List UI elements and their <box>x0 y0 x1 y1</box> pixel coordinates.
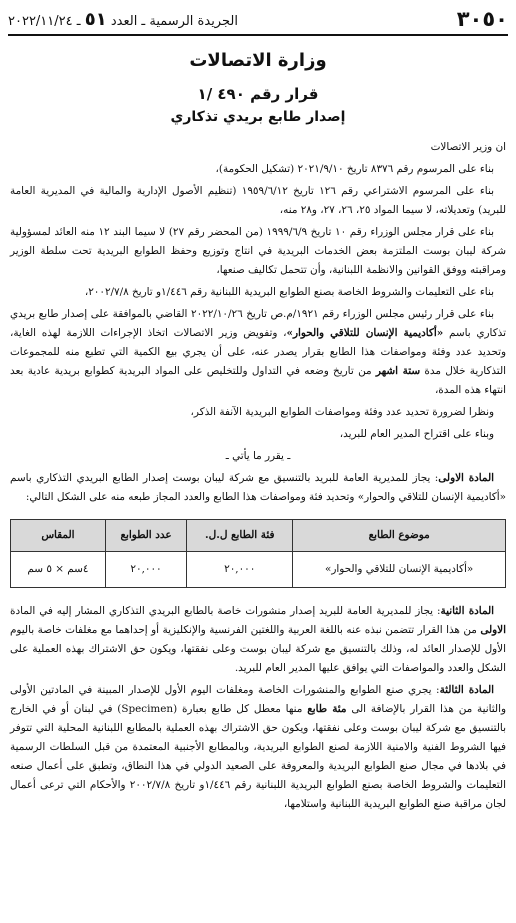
decision-subject: إصدار طابع بريدي تذكاري <box>170 109 346 125</box>
recital-2: بناء على المرسوم الاشتراعي رقم ١٢٦ تاريخ ١٩٥٩/٦/١٢ (تنظيم الأصول الإدارية والمالية في المديرية العامة للبريد) وتعديلاته، لا سيما المواد ٢٥، ٢٦، ٢٧، و٢٨ منه، <box>10 185 506 216</box>
stamp-specs-table <box>10 519 506 588</box>
article-3 <box>10 681 506 814</box>
recital-5-part: بناء على قرار رئيس مجلس الوزراء رقم ١٩٢١/م.ص تاريخ ٢٠٢٢/١٠/٢٦ القاضي بالموافقة على إصدار طابع بريدي تذكاري باسم <box>10 308 506 339</box>
cell-denomination: ٢٠,٠٠٠ <box>187 552 293 588</box>
table-header-row <box>11 520 506 552</box>
recital-5 <box>10 305 506 400</box>
cell-size: ٤سم × ٥ سم <box>11 552 106 588</box>
table-row <box>11 552 506 588</box>
decides-heading: ـ يقرر ما يأتي ـ <box>225 450 291 462</box>
recital-4: بناء على التعليمات والشروط الخاصة بصنع الطوابع البريدية اللبنانية رقم ١/٤٤٦و تاريخ ٢٠٠٢/٧/٨، <box>84 286 494 298</box>
header-denomination: فئة الطابع ل.ل. <box>187 520 293 552</box>
specimen-count: مئة طابع <box>307 703 347 715</box>
cell-quantity: ٢٠,٠٠٠ <box>105 552 186 588</box>
recital-1: بناء على المرسوم رقم ٨٣٧٦ تاريخ ٢٠٢١/٩/١٠ (تشكيل الحكومة)، <box>215 163 494 175</box>
page-header <box>8 4 508 36</box>
issue-date: ـ ٢٠٢٢/١١/٢٤ <box>8 13 81 29</box>
page-number: ٣٠٥٠ <box>456 7 508 31</box>
stamp-name: «أكاديمية الإنسان للتلاقي والحوار» <box>286 327 444 339</box>
article-2-ref: الاولى <box>480 624 506 636</box>
article-3-text: منها معطل كل طابع بعبارة (Specimen) في لبنان أو في الخارج بالتنسيق مع شركة ليبان بوست وعلى نفقتها، ويكون حق الاشتراك بهذه العملية بالمطابع اللبنانية المحلية التي تتوفر فيها الشروط الفنية والامنية اللازمة لصنع الطوابع البريدية، وبالمطابع الأجنبية المعتمدة من قبل السلطات الرسمية في بلادها في مجال صنع الطوابع البريدية والمعروفة على الصعيد الدولي في هذا النطاق، وتطبق على أعمال صنعه التعليمات والشروط الخاصة بصنع الطوابع البريدية اللبنانية رقم ١/٤٤٦و تاريخ ٢٠٠٢/٧/٨ والأحكام التي ترعى أعمال لجان مراقبة صنع الطوابع البريدية اللبنانية واستلامها، <box>10 703 506 810</box>
ministry-title: وزارة الاتصالات <box>189 50 327 71</box>
article-2 <box>10 602 506 678</box>
article-1-label: المادة الاولى <box>438 472 494 484</box>
header-quantity: عدد الطوابع <box>105 520 186 552</box>
header-subject: موضوع الطابع <box>293 520 506 552</box>
gazette-name: الجريدة الرسمية ـ العدد <box>110 13 238 29</box>
recital-3: بناء على قرار مجلس الوزراء رقم ١٠ تاريخ ١٩٩٩/٦/٩ (من المحضر رقم ٢٧) لا سيما البند ١٢ منه العائد لمسؤولية شركة ليبان بوست الملتزمة بعض الخدمات البريدية في انتاج وتوزيع وحفظ الطوابع البريدية تحت سلطة الوزير ومراقبته ووفق القوانين والانظمة اللبنانية، وأن تتحمل تكاليف صنعها، <box>10 226 506 276</box>
article-2-text: من هذا القرار تتضمن نبذه عنه باللغة العربية واللغتين الفرنسية والإنكليزية أو إحداهما مع مغلفات خاصة باليوم الأول للإصدار العائد له، وذلك بالتنسيق مع شركة ليبان بوست وعلى نفقتها، ويكون حق الاشتراك بهذه العملية على الشكل والعدد والمواصفات التي يوافق عليها المدير العام للبريد. <box>10 624 506 674</box>
issue-number: ٥١ <box>84 8 107 30</box>
decision-body <box>10 138 506 817</box>
recital-6: ونظرا لضرورة تحديد عدد وفئة ومواصفات الطوابع البريدية الآنفة الذكر، <box>190 406 494 418</box>
article-3-text: : يجري صنع الطوابع والمنشورات الخاصة ومغلفات اليوم الأول للإصدار المبينة في المادتين الأولى والثانية من هذا القرار بالإضافة الى <box>10 684 506 715</box>
article-2-label: المادة الثانية <box>440 605 495 617</box>
header-size: المقاس <box>11 520 106 552</box>
sale-period: ستة اشهر <box>375 365 421 377</box>
gazette-issue-line <box>8 9 238 30</box>
cell-subject: «أكاديمية الإنسان للتلاقي والحوار» <box>293 552 506 588</box>
recital-5-part: من تاريخ وضعه في التداول وللتخليص على المواد البريدية كطوابع بريدية عادية بعد انتهاء هذه المدة، <box>10 365 506 396</box>
title-block <box>0 50 516 125</box>
decision-number: قرار رقم ٤٩٠ /١ <box>197 85 319 103</box>
article-1-text: : يجاز للمديرية العامة للبريد بالتنسيق مع شركة ليبان بوست إصدار الطابع البريدي التذكاري باسم «أكاديمية الإنسان للتلاقي والحوار» وتحديد فئة ومواصفات هذا الطابع والعدد المجاز طبعه منه على الشكل التالي: <box>10 472 506 503</box>
recital-7: وبناء على اقتراح المدير العام للبريد، <box>339 428 494 440</box>
preamble-minister: ان وزير الاتصالات <box>430 141 506 153</box>
article-3-label: المادة الثالثة <box>439 684 494 696</box>
article-2-text: : يجاز للمديرية العامة للبريد إصدار منشورات خاصة بالطابع البريدي التذكاري المشار إليه في المادة <box>10 605 441 617</box>
recital-5-part: ، وتفويض وزير الاتصالات اتخاذ الإجراءات اللازمة لهذه الغاية، وتحديد عدد وفئة ومواصفات هذا الطابع بقرار يصدر عنه، على أن يجري بيع الكمية التي تطبع منه للمجموعات التذكارية خلال مدة <box>10 327 506 377</box>
article-1 <box>10 469 506 507</box>
